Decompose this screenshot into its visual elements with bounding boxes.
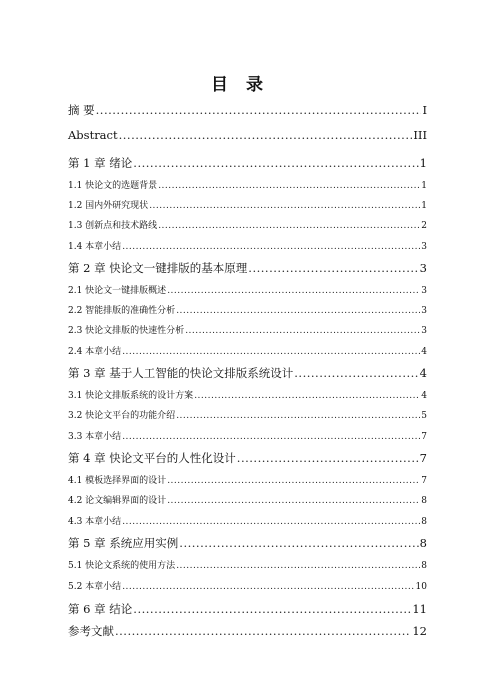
- toc-entry: [68, 535, 427, 551]
- toc-title: 目 录: [211, 75, 269, 95]
- toc-entry: [68, 323, 427, 336]
- toc-entry-label: 第 1 章 绪论: [68, 156, 133, 170]
- toc-entry-label: 4.3 本章小结: [68, 517, 122, 527]
- toc-entry-page: 4: [421, 391, 427, 401]
- toc-leader-dots: [158, 181, 420, 191]
- toc-entry: [68, 178, 427, 191]
- toc-entry-label: 第 5 章 系统应用实例: [68, 536, 179, 550]
- toc-entry-label: 3.2 快论文平台的功能介绍: [68, 411, 176, 421]
- toc-leader-dots: [167, 476, 420, 486]
- toc-entry-label: 3.3 本章小结: [68, 432, 122, 442]
- toc-entry: [68, 303, 427, 316]
- toc-entry-page: 7: [421, 432, 427, 442]
- toc-entry-label: 第 3 章 基于人工智能的快论文排版系统设计: [68, 366, 294, 380]
- toc-entry: [68, 514, 427, 527]
- toc-entry-page: 4: [421, 347, 427, 357]
- toc-leader-dots: [167, 286, 420, 296]
- toc-entry: [68, 283, 427, 296]
- toc-entry-label: 4.2 论文编辑界面的设计: [68, 496, 167, 506]
- toc-leader-dots: [294, 366, 418, 380]
- toc-entry-label: 1.4 本章小结: [68, 242, 122, 252]
- toc-entry-page: 11: [412, 602, 427, 616]
- toc-entry-label: 3.1 快论文排版系统的设计方案: [68, 391, 194, 401]
- toc-entry-page: 8: [421, 517, 427, 527]
- toc-entry-page: 3: [421, 286, 427, 296]
- toc-entry: [68, 450, 427, 466]
- toc-leader-dots: [176, 411, 420, 421]
- toc-leader-dots: [122, 432, 420, 442]
- toc-entry-page: 3: [421, 242, 427, 252]
- toc-entry-label: 第 6 章 结论: [68, 602, 133, 616]
- toc-entry: [68, 218, 427, 231]
- toc-entry-page: 8: [421, 561, 427, 571]
- toc-leader-dots: [158, 221, 420, 231]
- toc-leader-dots: [179, 536, 418, 550]
- toc-entry: [68, 198, 427, 211]
- toc-entry-page: 10: [415, 582, 427, 592]
- toc-entry: [68, 408, 427, 421]
- toc-leader-dots: [176, 306, 420, 316]
- toc-entry-page: 3: [421, 326, 427, 336]
- toc-entry: [68, 493, 427, 506]
- toc-entry: [68, 365, 427, 381]
- toc-entry-label: 参考文献: [68, 624, 114, 638]
- toc-leader-dots: [122, 517, 420, 527]
- toc-leader-dots: [167, 496, 420, 506]
- toc-entry: [68, 623, 427, 639]
- toc-entry-label: 1.2 国内外研究现状: [68, 201, 149, 211]
- toc-entry-page: 4: [419, 366, 427, 380]
- toc-entry-page: 7: [419, 451, 427, 465]
- toc-entry-page: 5: [421, 411, 427, 421]
- toc-entry: [68, 260, 427, 276]
- toc-entry: [68, 128, 427, 142]
- toc-entry: [68, 601, 427, 617]
- toc-entry: [68, 473, 427, 486]
- toc-entry: [68, 102, 427, 118]
- toc-entry-label: 1.1 快论文的选题背景: [68, 181, 158, 191]
- toc-entry-label: 4.1 模板选择界面的设计: [68, 476, 167, 486]
- toc-entry-page: 12: [412, 624, 427, 638]
- toc-entry: [68, 155, 427, 171]
- toc-leader-dots: [122, 347, 420, 357]
- toc-entry-label: 第 4 章 快论文平台的人性化设计: [68, 451, 236, 465]
- toc-entry-label: 2.2 智能排版的准确性分析: [68, 306, 176, 316]
- toc-entry-label: 第 2 章 快论文一键排版的基本原理: [68, 261, 248, 275]
- toc-entry-page: 1: [421, 181, 427, 191]
- toc-entry: [68, 239, 427, 252]
- toc-leader-dots: [149, 201, 420, 211]
- toc-entry-page: 8: [421, 496, 427, 506]
- toc-entry-label: 5.2 本章小结: [68, 582, 122, 592]
- toc-entry: [68, 344, 427, 357]
- toc-entry-page: 3: [421, 306, 427, 316]
- toc-leader-dots: [237, 451, 419, 465]
- toc-entry: [68, 579, 427, 592]
- toc-leader-dots: [122, 582, 414, 592]
- toc-leader-dots: [133, 602, 411, 616]
- toc-leader-dots: [119, 128, 413, 142]
- toc-entry-page: 2: [421, 221, 427, 231]
- toc-entry-label: 摘 要: [68, 103, 95, 117]
- toc-entry-label: 1.3 创新点和技术路线: [68, 221, 158, 231]
- toc-entry-page: I: [422, 103, 427, 117]
- toc-entry-page: 8: [419, 536, 427, 550]
- toc-entry: [68, 429, 427, 442]
- toc-leader-dots: [133, 156, 418, 170]
- toc-leader-dots: [176, 561, 420, 571]
- toc-leader-dots: [122, 242, 420, 252]
- toc-leader-dots: [185, 326, 420, 336]
- toc-entry-page: III: [413, 128, 427, 142]
- toc-leader-dots: [96, 103, 422, 117]
- toc-entry-label: Abstract: [68, 128, 118, 142]
- toc-entry-page: 7: [421, 476, 427, 486]
- toc-leader-dots: [115, 624, 411, 638]
- toc-entry: [68, 388, 427, 401]
- toc-entry-page: 1: [419, 156, 427, 170]
- toc-entry-page: 3: [419, 261, 427, 275]
- toc-entry-label: 5.1 快论文系统的使用方法: [68, 561, 176, 571]
- toc-entry-page: 1: [421, 201, 427, 211]
- toc-entry-label: 2.1 快论文一键排版概述: [68, 286, 167, 296]
- toc-leader-dots: [194, 391, 420, 401]
- toc-entry-label: 2.3 快论文排版的快速性分析: [68, 326, 185, 336]
- toc-entry: [68, 558, 427, 571]
- toc-leader-dots: [248, 261, 418, 275]
- toc-entry-label: 2.4 本章小结: [68, 347, 122, 357]
